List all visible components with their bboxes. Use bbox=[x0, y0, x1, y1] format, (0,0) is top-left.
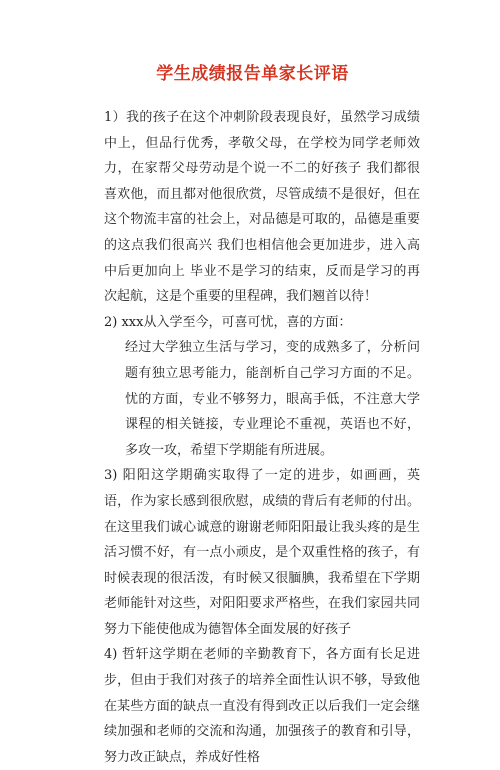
paragraph-3 bbox=[85, 463, 420, 642]
paragraph-2-body-text: 经过大学独立生活与学习，变的成熟多了，分析问题有独立思考能力，能剖析自己学习方面的不足。忧的方面，专业不够努力，眼高手低，不注意大学课程的相关链接，专业理论不重视，英语也不好，多攻一攻，希望下学期能有所进展。 bbox=[125, 340, 420, 458]
document-title: 学生成绩报告单家长评语 bbox=[156, 64, 349, 84]
paragraph-4 bbox=[85, 642, 420, 770]
paragraph-3-text: 3) 阳阳这学期确实取得了一定的进步，如画画，英语，作为家长感到很欣慰，成绩的背后有老师的付出。在这里我们诚心诚意的谢谢老师阳阳最让我头疼的是生活习惯不好，有一点小顽皮，是个双重性格的孩子，有时候表现的很活泼，有时候又很腼腆，我希望在下学期老师能针对这些，对阳阳要求严格些，在我们家园共同努力下能使他成为德智体全面发展的好孩子 bbox=[104, 468, 420, 637]
paragraph-2 bbox=[85, 310, 420, 336]
paragraph-1-text: 1）我的孩子在这个冲刺阶段表现良好，虽然学习成绩中上，但品行优秀，孝敬父母，在学校为同学老师效力，在家帮父母劳动是个说一不二的好孩子 我们都很喜欢他，而且都对他很欣赏，尽管成绩不是很好，但在这个物流丰富的社会上，对品德是可取的，品德是重要的这点我们很高兴 我们也相信他会更加进步，进入高中后更加向上 毕业不是学习的结束，反而是学习的再次起航，这是个重要的里程碑，我们翘首以待！ bbox=[104, 110, 420, 305]
paragraph-4-text: 4) 哲轩这学期在老师的辛勤教育下，各方面有长足进步，但由于我们对孩子的培养全面性认识不够，导致他在某些方面的缺点一直没有得到改正以后我们一定会继续加强和老师的交流和沟通，加强孩子的教育和引导，努力改正缺点，养成好性格 bbox=[104, 647, 420, 765]
paragraph-1 bbox=[85, 105, 420, 310]
paragraph-2-text: 2) xxx从入学至今，可喜可忧，喜的方面： bbox=[104, 314, 352, 330]
paragraph-2-body bbox=[85, 335, 420, 463]
